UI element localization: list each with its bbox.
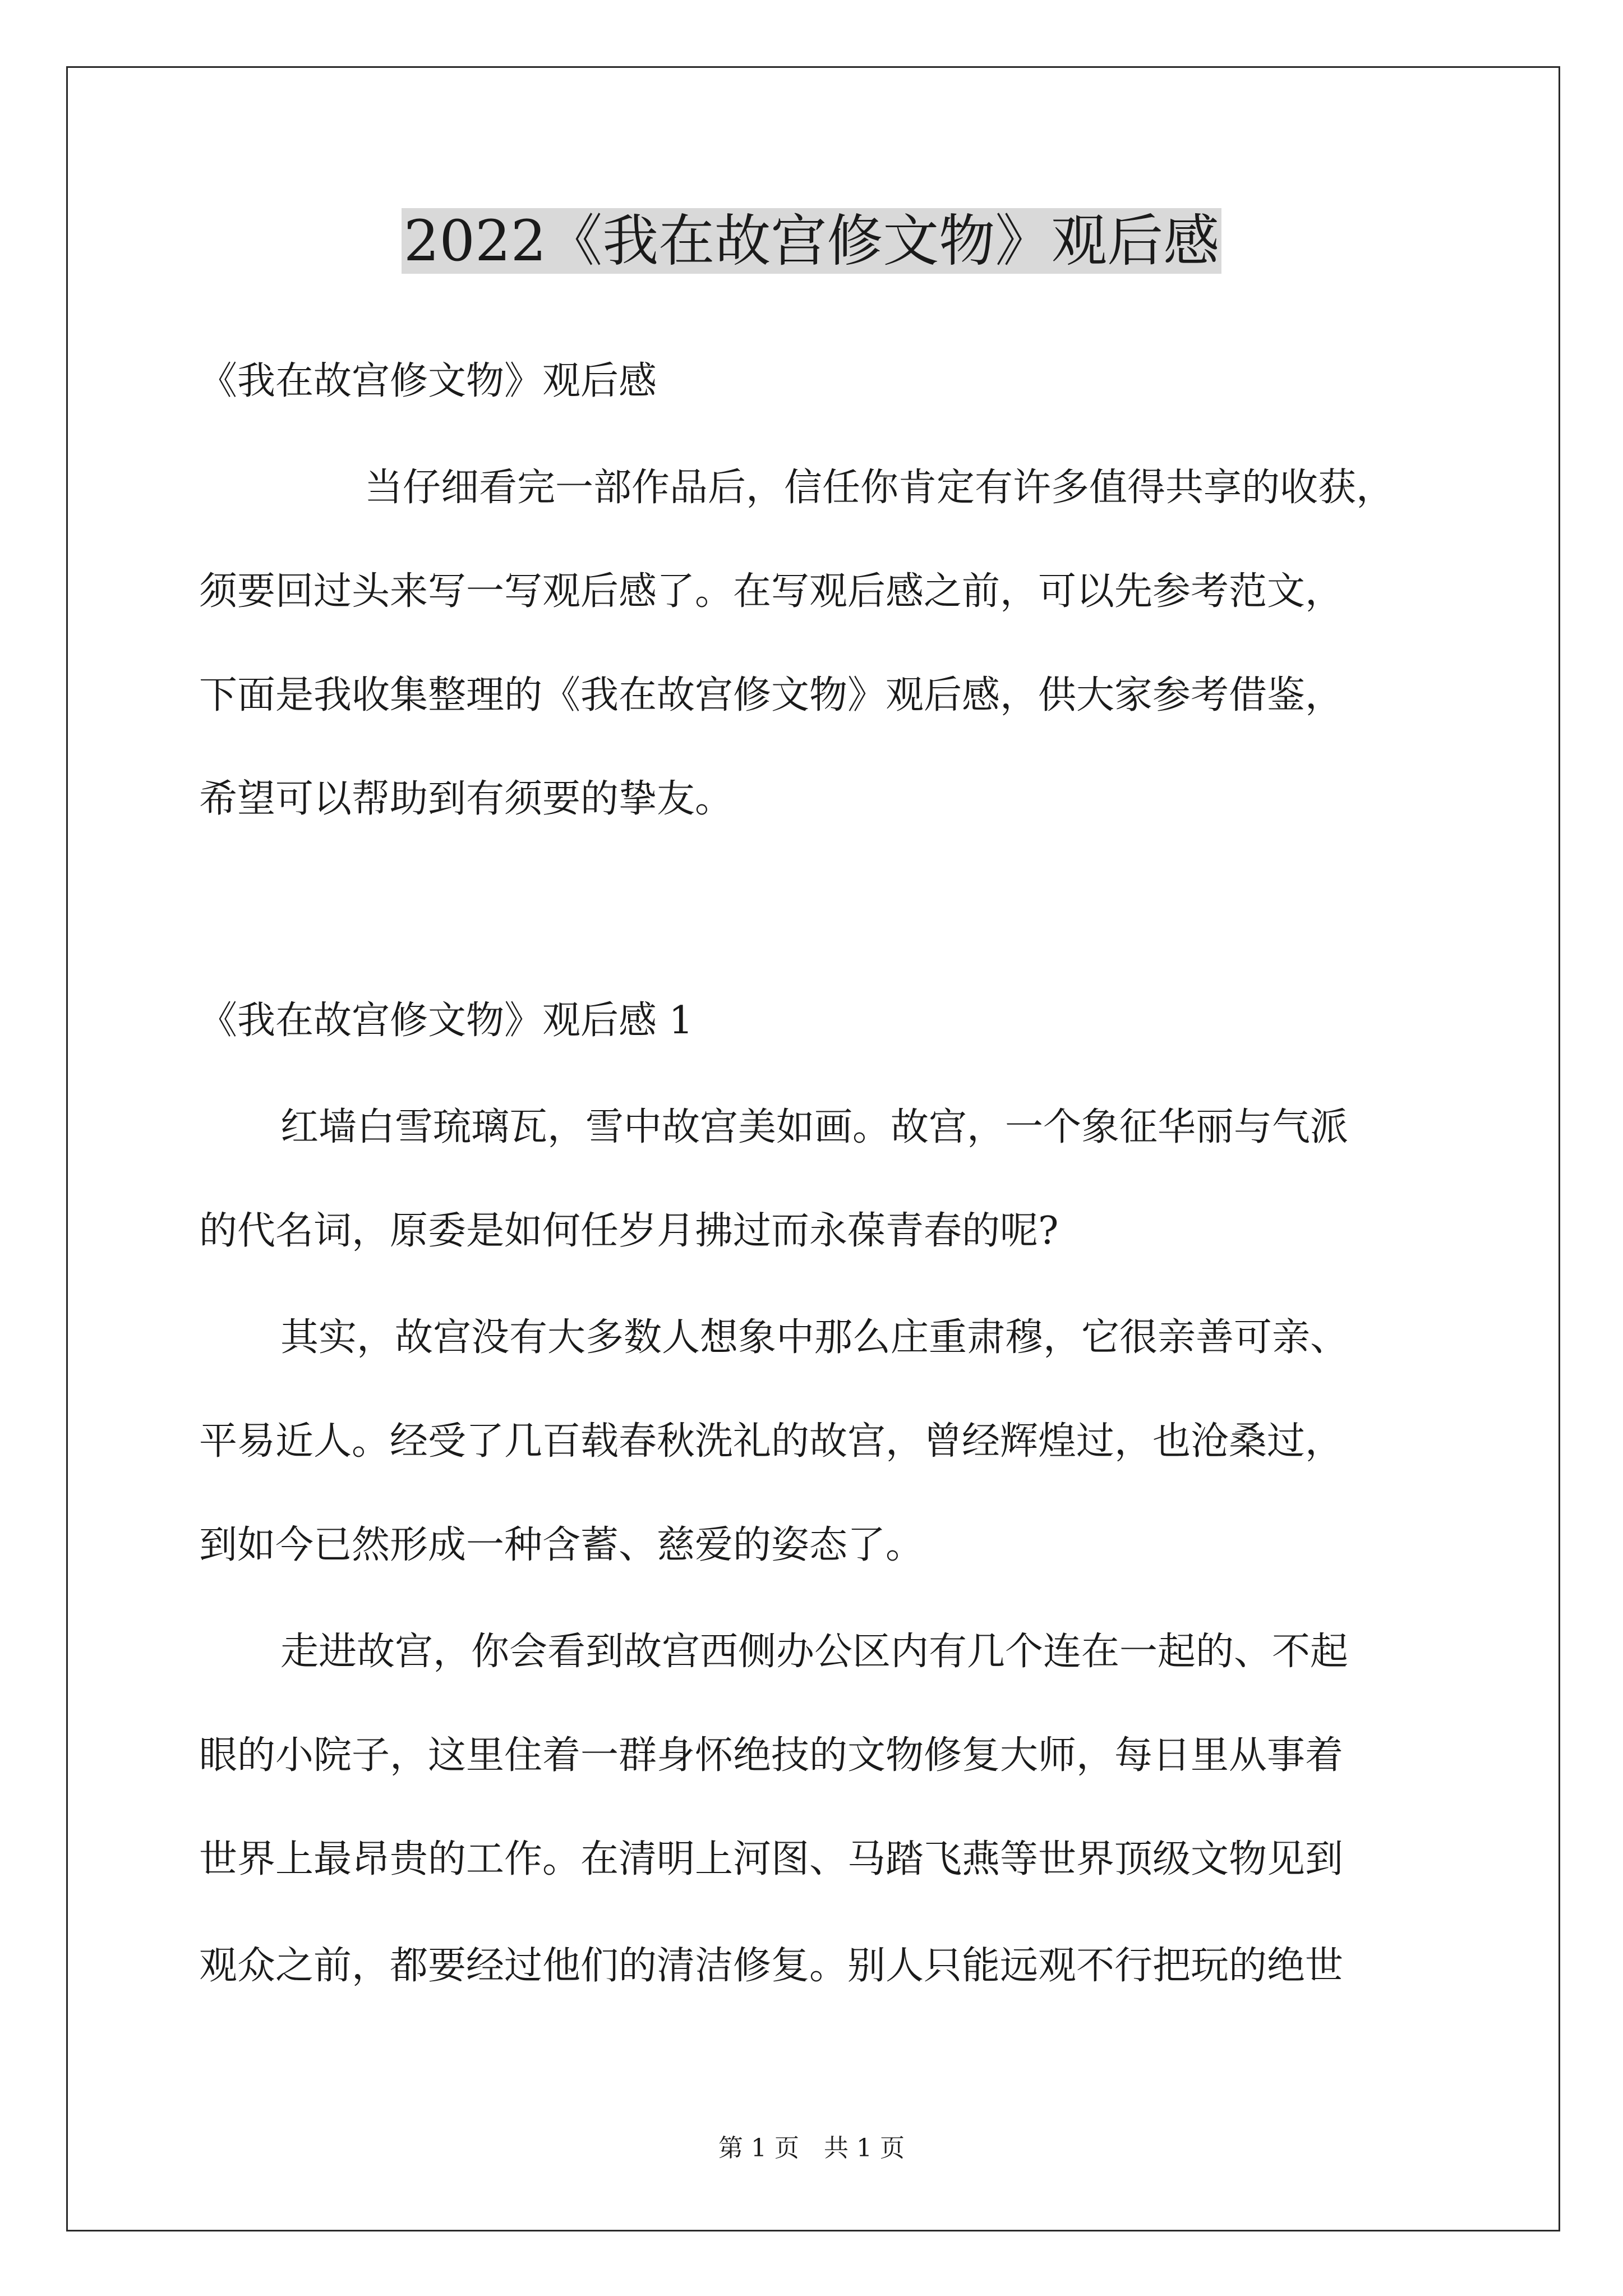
body-line-9: 观众之前，都要经过他们的清洁修复。别人只能远观不行把玩的绝世 (199, 1944, 1344, 1988)
body-line-4: 平易近人。经受了几百载春秋洗礼的故宫，曾经辉煌过，也沧桑过， (199, 1419, 1344, 1464)
page-number-footer: 第 1 页 共 1 页 (718, 2134, 905, 2162)
intro-line-1: 当仔细看完一部作品后，信任你肯定有许多值得共享的收获， (365, 466, 1395, 510)
document-title-text: 2022《我在故宫修文物》观后感 (402, 208, 1222, 274)
body-line-7: 眼的小院子，这里住着一群身怀绝技的文物修复大师，每日里从事着 (199, 1733, 1344, 1778)
section-heading-1: 《我在故宫修文物》观后感 1 (199, 999, 693, 1043)
body-line-6: 走进故宫，你会看到故宫西侧办公区内有几个连在一起的、不起 (280, 1630, 1349, 1674)
document-title (0, 202, 1623, 280)
body-line-1: 红墙白雪琉璃瓦，雪中故宫美如画。故宫，一个象征华丽与气派 (280, 1105, 1349, 1149)
intro-line-3: 下面是我收集整理的《我在故宫修文物》观后感，供大家参考借鉴， (199, 673, 1344, 717)
body-line-2: 的代名词，原委是如何任岁月拂过而永葆青春的呢? (199, 1209, 1059, 1253)
body-line-5: 到如今已然形成一种含蓄、慈爱的姿态了。 (199, 1523, 924, 1567)
body-line-8: 世界上最昂贵的工作。在清明上河图、马踏飞燕等世界顶级文物见到 (199, 1837, 1344, 1881)
body-line-3: 其实，故宫没有大多数人想象中那么庄重肃穆，它很亲善可亲、 (280, 1315, 1349, 1360)
document-subtitle: 《我在故宫修文物》观后感 (199, 359, 657, 403)
intro-line-4: 希望可以帮助到有须要的挚友。 (199, 777, 734, 821)
intro-line-2: 须要回过头来写一写观后感了。在写观后感之前，可以先参考范文， (199, 569, 1344, 614)
